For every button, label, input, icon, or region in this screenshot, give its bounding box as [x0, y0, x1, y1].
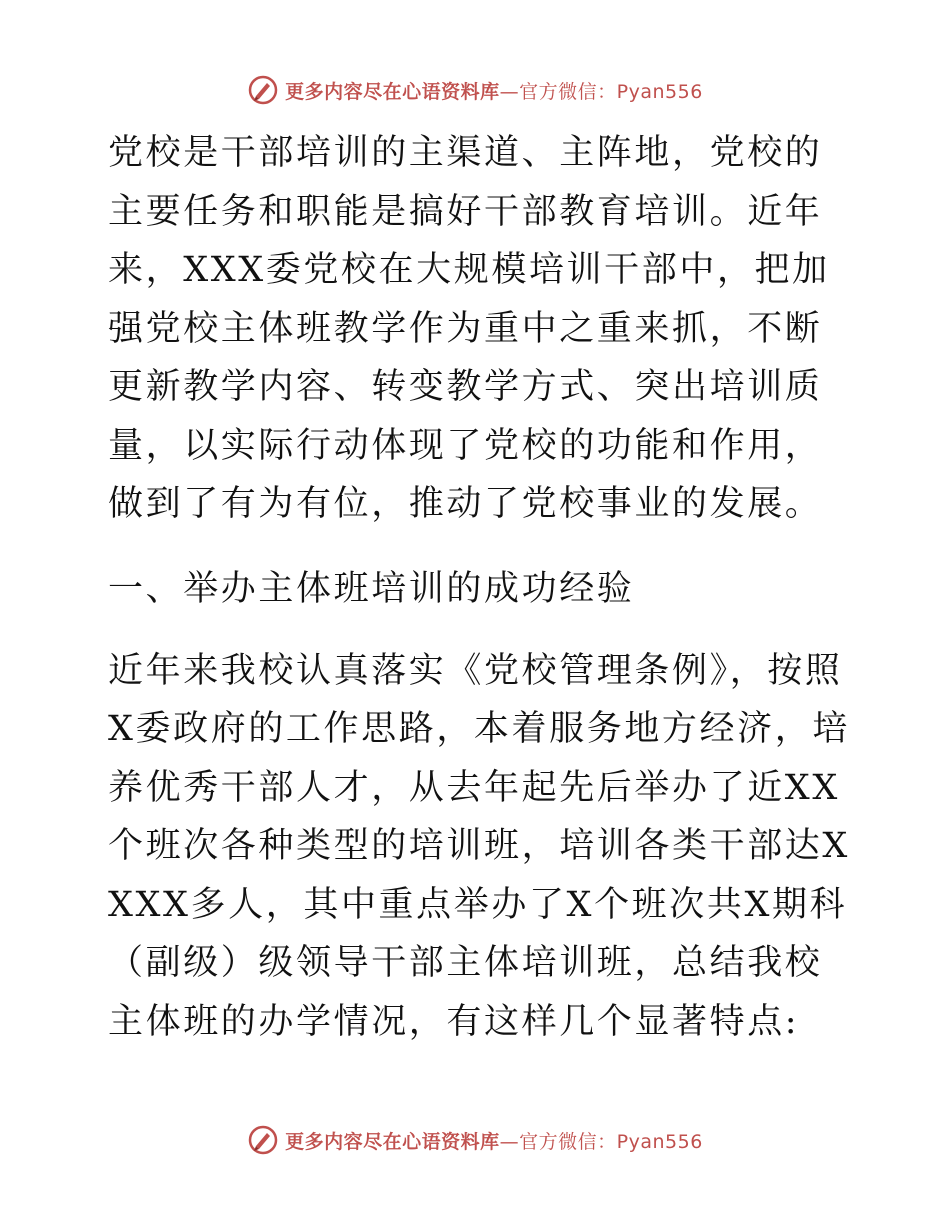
- watermark-text: [285, 1127, 703, 1154]
- pen-logo-icon: [247, 74, 279, 106]
- watermark-wechat: 官方微信：Pyan556: [519, 1130, 703, 1153]
- watermark-wechat: 官方微信：Pyan556: [519, 80, 703, 103]
- document-body: [98, 124, 858, 1051]
- section-heading-1: 一、举办主体班培训的成功经验: [108, 568, 635, 609]
- pen-logo-icon: [247, 1124, 279, 1156]
- watermark-dash: —: [499, 80, 520, 103]
- footer-watermark: [0, 1120, 950, 1160]
- paragraph-experience: 近年来我校认真落实《党校管理条例》，按照X委政府的工作思路，本着服务地方经济，培养优秀干部人才，从去年起先后举办了近XX个班次各种类型的培训班，培训各类干部达XXXX多人，其中重点举办了X个班次共X期科（副级）级领导干部主体培训班，总结我校主体班的办学情况，有这样几个显著特点:: [108, 650, 850, 1042]
- watermark-main: 更多内容尽在心语资料库: [285, 1130, 500, 1153]
- paragraph-intro: 党校是干部培训的主渠道、主阵地，党校的主要任务和职能是搞好干部教育培训。近年来，XXX委党校在大规模培训干部中，把加强党校主体班教学作为重中之重来抓，不断更新教学内容、转变教学方式、突出培训质量，以实际行动体现了党校的功能和作用，做到了有为有位，推动了党校事业的发展。: [108, 133, 830, 524]
- watermark-dash: —: [499, 1130, 520, 1153]
- watermark-text: [285, 77, 703, 104]
- watermark-main: 更多内容尽在心语资料库: [285, 80, 500, 103]
- header-watermark: [0, 70, 950, 110]
